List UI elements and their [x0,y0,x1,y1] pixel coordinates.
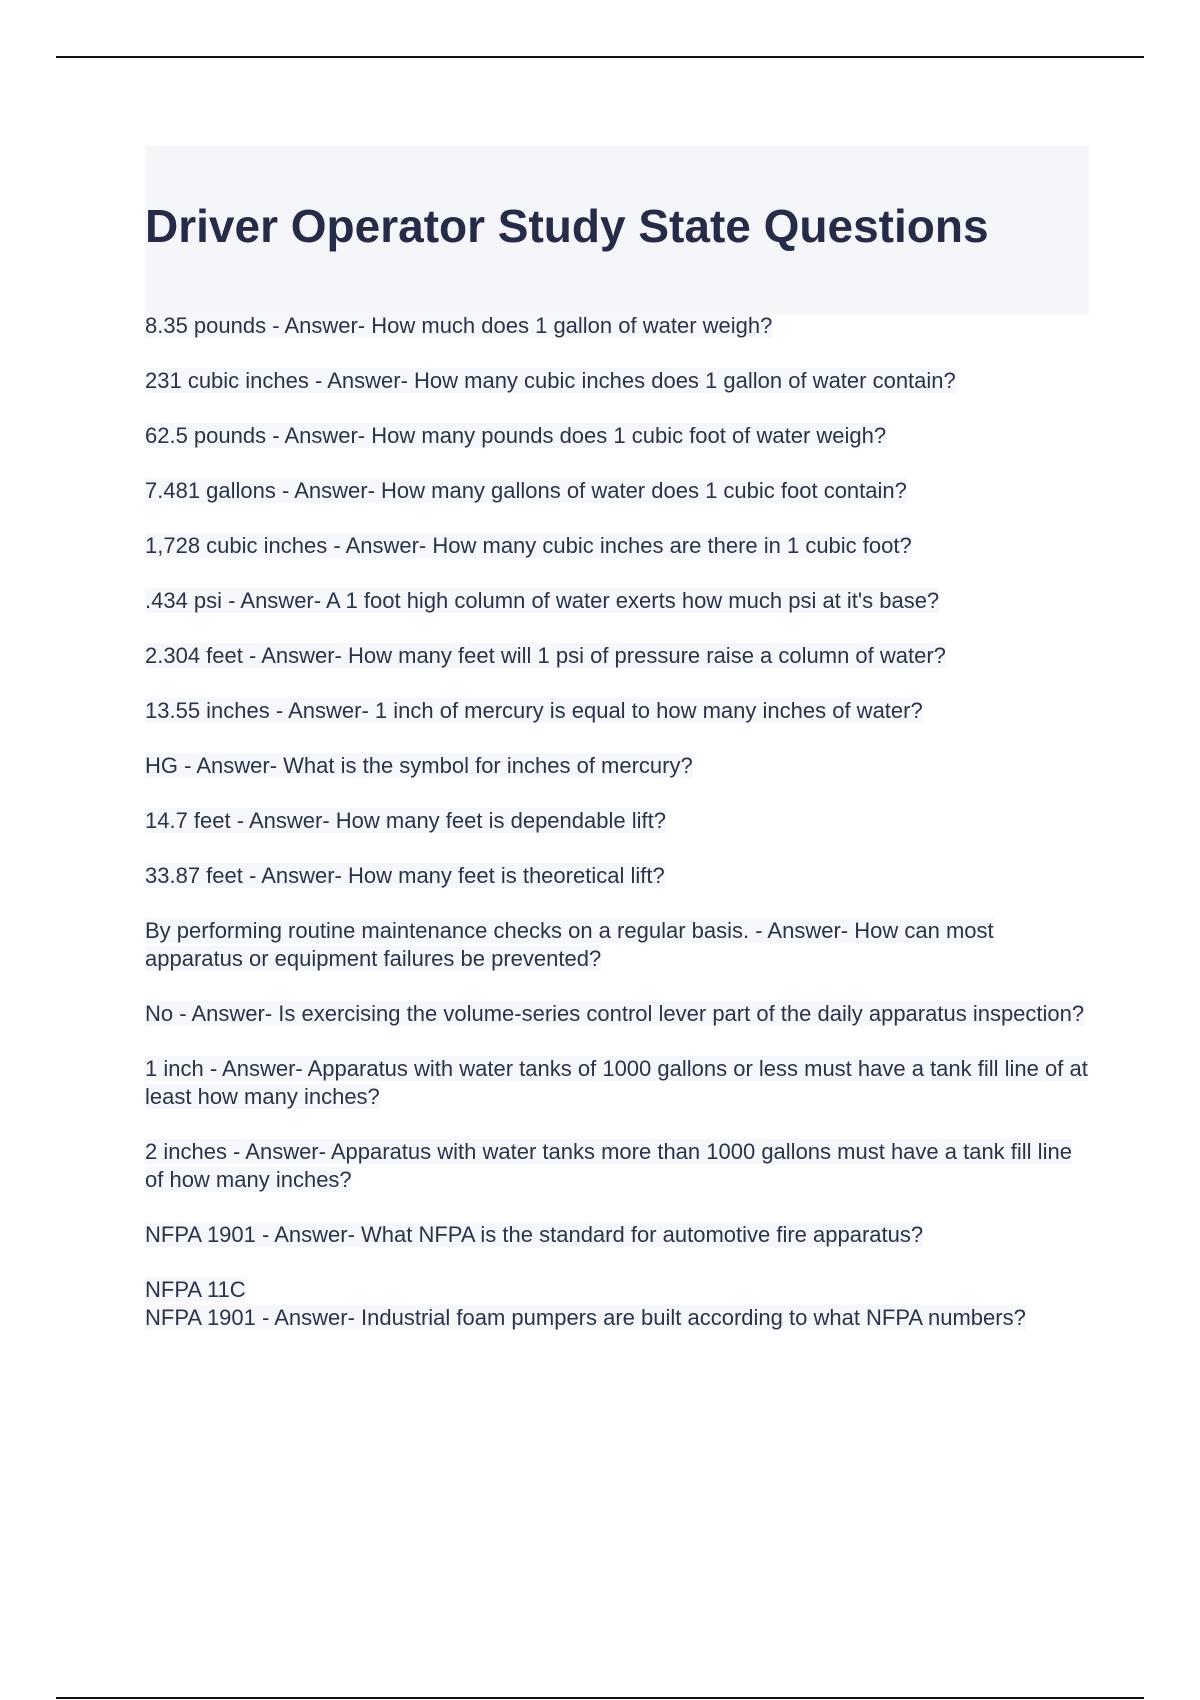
qa-item [145,917,1090,973]
top-rule [56,56,1144,58]
bottom-rule [56,1697,1144,1699]
qa-text: By performing routine maintenance checks on a regular basis. - Answer- How can most apparatus or equipment failures be prevented? [145,918,994,971]
qa-text: No - Answer- Is exercising the volume-series control lever part of the daily apparatus inspection? [145,1001,1085,1026]
qa-text-line2 [145,1304,1090,1332]
qa-item [145,697,1090,725]
qa-text: 1 inch - Answer- Apparatus with water tanks of 1000 gallons or less must have a tank fill line of at least how many inches? [145,1056,1088,1109]
qa-text: 62.5 pounds - Answer- How many pounds does 1 cubic foot of water weigh? [145,423,887,448]
qa-item [145,807,1090,835]
qa-item [145,367,1090,395]
qa-text: 2.304 feet - Answer- How many feet will 1 psi of pressure raise a column of water? [145,643,946,668]
qa-item [145,862,1090,890]
qa-item [145,1000,1090,1028]
qa-text: 33.87 feet - Answer- How many feet is theoretical lift? [145,863,665,888]
qa-text: 13.55 inches - Answer- 1 inch of mercury is equal to how many inches of water? [145,698,923,723]
qa-text: 8.35 pounds - Answer- How much does 1 gallon of water weigh? [145,313,773,338]
qa-text: 14.7 feet - Answer- How many feet is dependable lift? [145,808,666,833]
qa-text: 1,728 cubic inches - Answer- How many cubic inches are there in 1 cubic foot? [145,533,912,558]
qa-text: NFPA 1901 - Answer- What NFPA is the standard for automotive fire apparatus? [145,1222,924,1247]
qa-text: .434 psi - Answer- A 1 foot high column of water exerts how much psi at it's base? [145,588,940,613]
qa-text: 2 inches - Answer- Apparatus with water tanks more than 1000 gallons must have a tank fill line of how many inches? [145,1139,1072,1192]
qa-item [145,1055,1090,1111]
qa-text: NFPA 11C [145,1277,246,1302]
qa-text: 7.481 gallons - Answer- How many gallons of water does 1 cubic foot contain? [145,478,907,503]
qa-item [145,1221,1090,1249]
qa-item [145,532,1090,560]
qa-item [145,1276,1090,1332]
qa-item [145,477,1090,505]
qa-text: 231 cubic inches - Answer- How many cubic inches does 1 gallon of water contain? [145,368,956,393]
qa-item [145,642,1090,670]
qa-list [145,312,1090,1359]
qa-item [145,1138,1090,1194]
qa-item [145,422,1090,450]
qa-text: HG - Answer- What is the symbol for inches of mercury? [145,753,693,778]
qa-item [145,312,1090,340]
qa-text: NFPA 1901 - Answer- Industrial foam pumpers are built according to what NFPA numbers? [145,1305,1026,1330]
qa-text-line1 [145,1276,1090,1304]
qa-item [145,752,1090,780]
document-title: Driver Operator Study State Questions [145,200,989,252]
qa-item [145,587,1090,615]
